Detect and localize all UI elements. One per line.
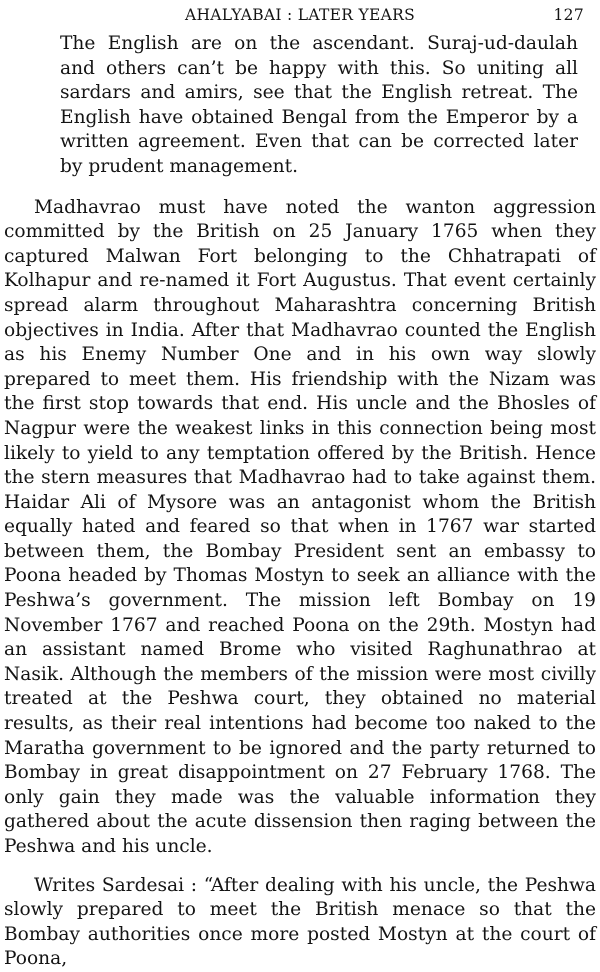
- running-title: AHALYABAI : LATER YEARS: [184, 6, 416, 24]
- page-number: 127: [553, 6, 584, 24]
- block-quote: The English are on the ascendant. Suraj-ud-daulah and others can’t be happy with this. So uniting all sardars and amirs, see that the English retreat. The English have obtained Bengal from the Emperor by a written agreement. Even that can be corrected later by prudent management.: [60, 33, 578, 177]
- body-paragraph: Madhavrao must have noted the wanton aggression committed by the British on 25 January 1765 when they captured Malwan Fort belonging to the Chhatrapati of Kolhapur and re-named it Fort Augustus. That event certainly spread alarm throughout Maharashtra concerning British objectives in India. After that Madhavrao counted the English as his Enemy Number One and in his own way slowly prepared to meet them. His friendship with the Nizam was the first stop towards that end. His uncle and the Bhosles of Nagpur were the weakest links in this connection being most likely to yield to any temptation offered by the British. Hence the stern measures that Madhavrao had to take against them. Haidar Ali of Mysore was an antagonist whom the British equally hated and feared so that when in 1767 war started between them, the Bombay President sent an embassy to Poona headed by Thomas Mostyn to seek an alliance with the Peshwa’s government. The mission left Bombay on 19 November 1767 and reached Poona on the 29th. Mostyn had an assistant named Brome who visited Raghunathrao at Nasik. Although the members of the mission were most civilly treated at the Peshwa court, they obtained no material results, as their real intentions had become too naked to the Maratha government to be ignored and the party returned to Bombay in great disappointment on 27 February 1768. The only gain they made was the valuable information they gathered about the acute dissension then raging between the Peshwa and his uncle.: [4, 196, 596, 857]
- body-paragraph: Writes Sardesai : “After dealing with his uncle, the Peshwa slowly prepared to meet the British menace so that the Bombay authorities once more posted Mostyn at the court of Poona,: [4, 874, 596, 970]
- running-head: [2, 4, 598, 28]
